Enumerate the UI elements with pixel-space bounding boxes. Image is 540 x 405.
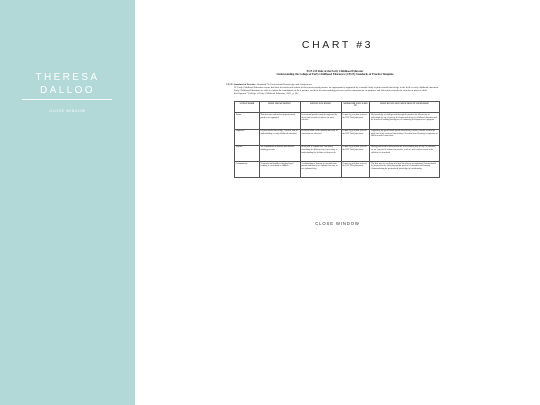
table-cell: That decisions and actions in professional practice are supported [259, 113, 300, 129]
table-cell: Course by year plan; notes of the ECE Field placement [341, 129, 370, 145]
document-intro: IV. Early Childhood Educators ensure that their decisions and actions in their professional practice are appropriately supported by a suitable body of professional knowledge in the field of early childhood education. Early Childhood Educators are able to explain the foundations of their practice and their decision-making processes and to communicate in purposes and other professionals the benefits of play for child development" (College of Early Childhood Educators, 2011, p. 20). [234, 85, 439, 96]
table-cell: Being able to explain why I am doing something the different way is necessary in understanding the children of their needs. [300, 145, 341, 161]
table-cell: Course by year plan; notes of the ECE Field placement [341, 113, 370, 129]
document-heading [226, 70, 444, 77]
table-cell: Course by year plan; notes of the ECE Field placement [341, 161, 370, 177]
table-cell: My knowledge of child growth through the practice has allowed me to understand the use of proven developmental theory in childhood education and the benefit of building intelligence to continuing development as a program [370, 113, 440, 129]
author-first-name: THERESA [35, 72, 100, 83]
table-cell: Ensure [235, 113, 260, 129]
close-window-link[interactable]: CLOSE WINDOW [315, 221, 360, 226]
table-column-header: ACTION WORD [235, 102, 260, 113]
table-cell: Explain [235, 145, 260, 161]
table-cell: Supported [235, 129, 260, 145]
standards-table [234, 101, 440, 178]
chart-document-image [226, 70, 444, 190]
table-cell: The foundations of practice and decision making processes [259, 145, 300, 161]
table-cell: Course by year plan; notes of the ECE Field placement [341, 145, 370, 161]
table-row [235, 129, 440, 145]
table-cell: Supporting my professional growth with theory, research, and the field helps guide me in my work and observations. Ten-class based learning is important as children make connections [370, 129, 440, 145]
table-cell: Decisions made in the moment and early in curriculum are observed [300, 129, 341, 145]
table-column-header: WHY DO YOU KNOW? [300, 102, 341, 113]
page-title: CHART #3 [301, 39, 374, 51]
table-cell: By professional knowledge, research, and an understanding of early childhood education [259, 129, 300, 145]
author-last-name: DALLOO [40, 85, 95, 96]
author-divider [22, 99, 112, 100]
sidebar-close-window-link[interactable]: CLOSE WINDOW [49, 109, 86, 113]
table-cell: Communicate [235, 161, 260, 177]
table-header-row [235, 102, 440, 113]
table-cell: To parents and families why play based learning is a beneficial to children [259, 161, 300, 177]
table-row [235, 161, 440, 177]
author-name [0, 71, 135, 97]
table-cell: During past theories that a person has been children play all day. An educator, we are expected to inform our practice, teach to, and connect content to the children it is beneficial [370, 145, 440, 161]
table-row [235, 145, 440, 161]
document-heading-line2: Understanding the College of Early Childhood Educators (CECE) Standards of Practice Template [276, 73, 394, 77]
sidebar [0, 0, 135, 405]
document-heading-line1: ECE 225 Role of the Early Childhood Educator [306, 70, 364, 73]
table-cell: Professional practice must be supported by theory and research in order to be most effective [300, 113, 341, 129]
table-column-header: WHAT ARE WE DOING? [259, 102, 300, 113]
table-column-header: WHAT DO YOU SEE? WHAT DOES IT SOUND LIKE? [370, 102, 440, 113]
standard-text: Standard IV: Professional Knowledge and Competence [257, 82, 313, 86]
table-cell: The best way we can learn is to have the play as we important. Parents should be prepared of the child play and the process of education and learning. Communicating the professional knowledge in a relationship [370, 161, 440, 177]
standard-label: CECE Standard of Practice: [226, 82, 257, 86]
table-row [235, 113, 440, 129]
table-cell: A relationship of honesty is essential from parents and family are explained on why we are explained why [300, 161, 341, 177]
table-column-header: WHERE DID YOU LEARN IT? [341, 102, 370, 113]
